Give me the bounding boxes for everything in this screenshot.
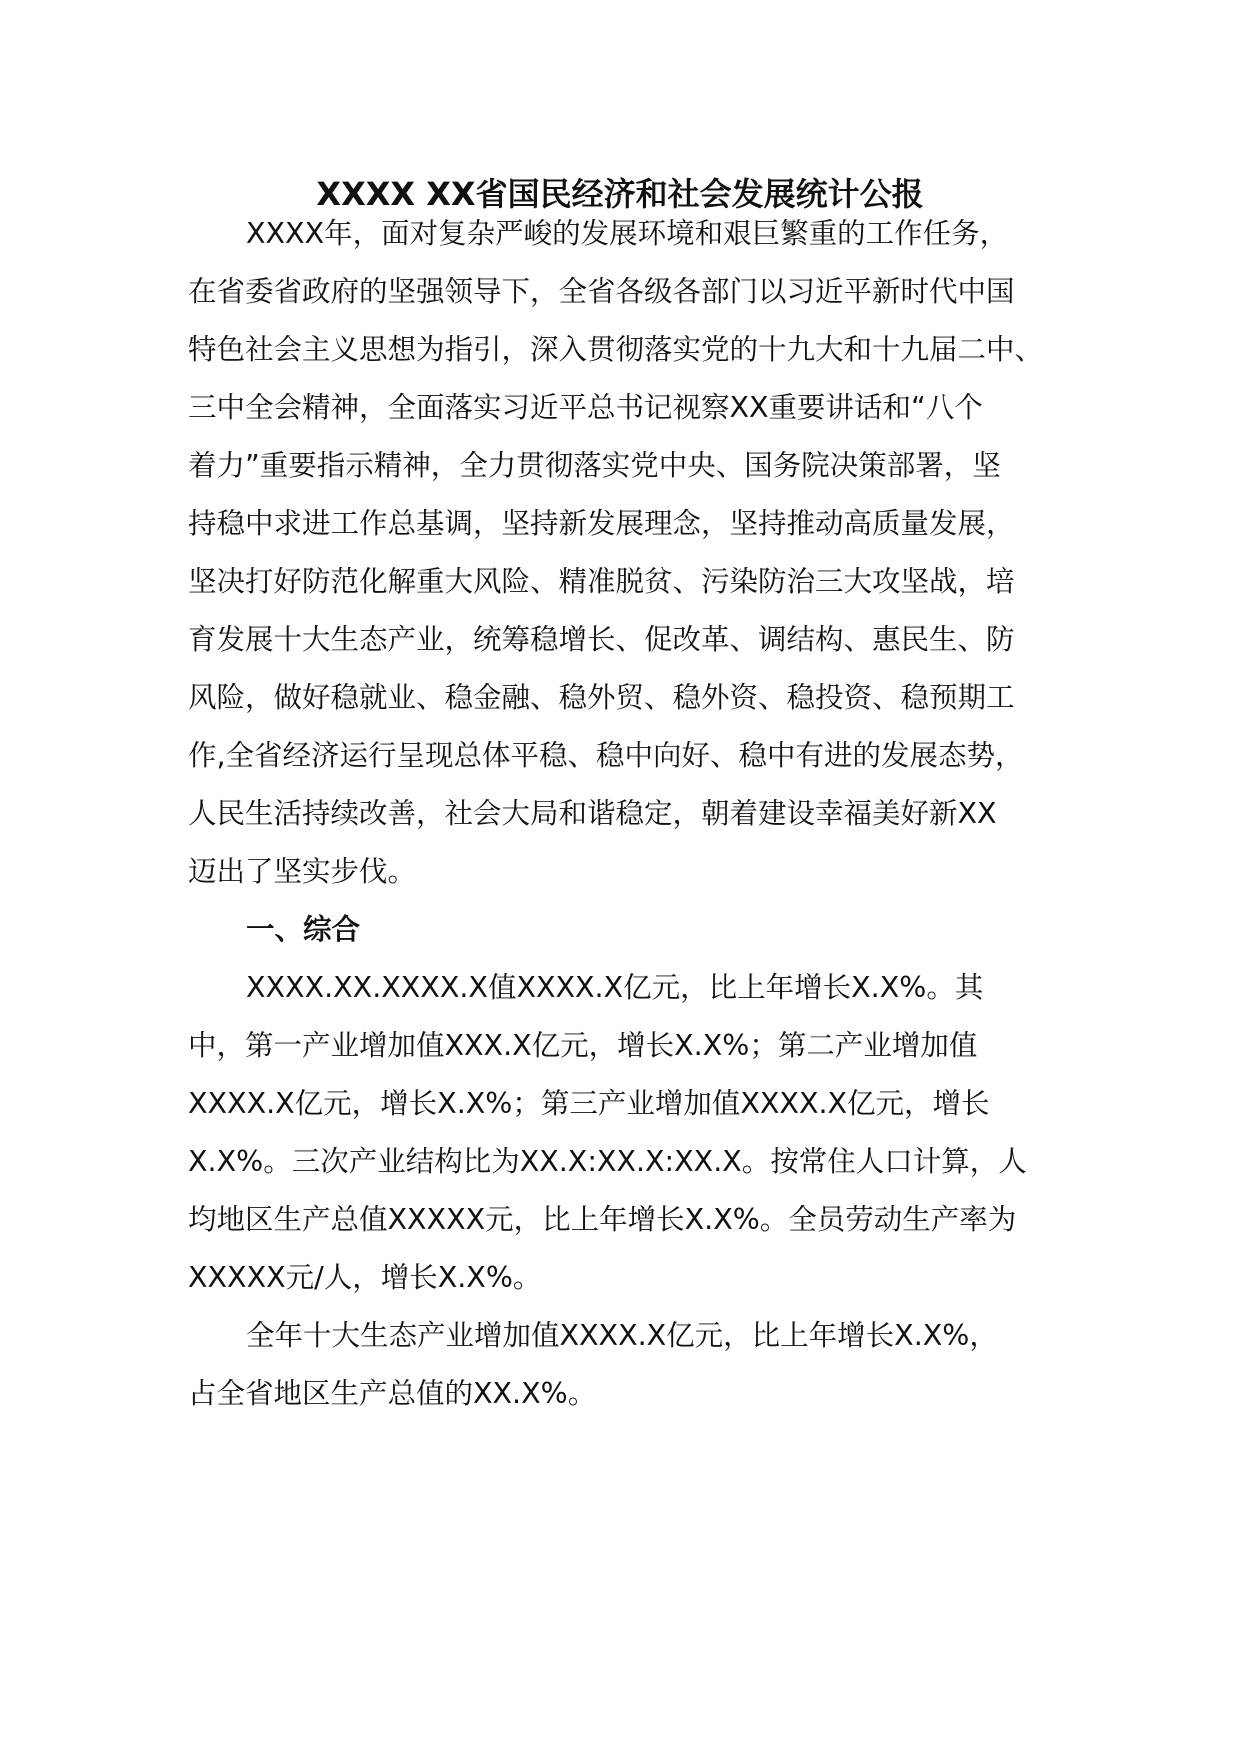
paragraph-line: 迈出了坚实步伐。 xyxy=(188,855,417,888)
paragraph-line: 特色社会主义思想为指引，深入贯彻落实党的十九大和十九届二中、 xyxy=(188,333,1044,366)
paragraph-line: 着力”重要指示精神，全力贯彻落实党中央、国务院决策部署，坚 xyxy=(188,449,1001,482)
paragraph-line: 中，第一产业增加值XXX.X亿元，增长X.X%；第二产业增加值 xyxy=(188,1029,978,1062)
paragraph-line: 持稳中求进工作总基调，坚持新发展理念，坚持推动高质量发展， xyxy=(188,507,1015,540)
paragraph-line: 均地区生产总值XXXXX元，比上年增长X.X%。全员劳动生产率为 xyxy=(188,1203,1017,1236)
document-title: XXXX XX省国民经济和社会发展统计公报 xyxy=(316,175,924,213)
paragraph-line: 风险，做好稳就业、稳金融、稳外贸、稳外资、稳投资、稳预期工 xyxy=(188,681,1015,714)
paragraph-line: XXXX年，面对复杂严峻的发展环境和艰巨繁重的工作任务， xyxy=(246,217,1009,250)
paragraph-line: 占全省地区生产总值的XX.X%。 xyxy=(188,1377,597,1410)
paragraph-line: XXXXX元/人，增长X.X%。 xyxy=(188,1261,542,1294)
paragraph-line: 全年十大生态产业增加值XXXX.X亿元，比上年增长X.X%， xyxy=(246,1319,998,1352)
section-heading: 一、综合 xyxy=(246,913,361,946)
paragraph-line: 作,全省经济运行呈现总体平稳、稳中向好、稳中有进的发展态势， xyxy=(188,739,1024,772)
paragraph-line: 在省委省政府的坚强领导下，全省各级各部门以习近平新时代中国 xyxy=(188,275,1015,308)
paragraph-line: XXXX.X亿元，增长X.X%；第三产业增加值XXXX.X亿元，增长 xyxy=(188,1087,990,1120)
paragraph-line: 人民生活持续改善，社会大局和谐稳定，朝着建设幸福美好新XX xyxy=(188,797,997,830)
paragraph-line: 坚决打好防范化解重大风险、精准脱贫、污染防治三大攻坚战，培 xyxy=(188,565,1015,598)
paragraph-line: XXXX.XX.XXXX.X值XXXX.X亿元，比上年增长X.X%。其 xyxy=(246,971,984,1004)
paragraph-line: X.X%。三次产业结构比为XX.X:XX.X:XX.X。按常住人口计算，人 xyxy=(188,1145,1027,1178)
paragraph-line: 三中全会精神，全面落实习近平总书记视察XX重要讲话和“八个 xyxy=(188,391,983,424)
paragraph-line: 育发展十大生态产业，统筹稳增长、促改革、调结构、惠民生、防 xyxy=(188,623,1015,656)
